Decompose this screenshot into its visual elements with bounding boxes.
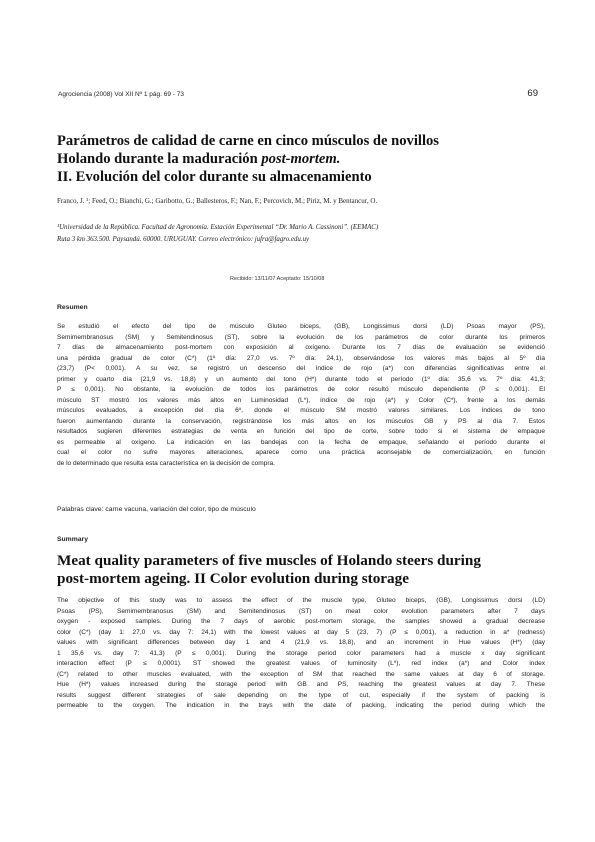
affiliation-line-2: Ruta 3 km 363.500. Paysandú. 60000. URUGUAY. Correo electrónico: jufra@fagro.edu.uy — [57, 235, 310, 243]
summary-line: results suggest different strategies of sale depending on the type of cut, especially if the system of packing is — [57, 691, 545, 699]
received-accepted-dates: Recibido: 13/11/07 Aceptado: 15/10/08 — [230, 276, 325, 282]
summary-body — [57, 596, 545, 712]
resumen-line: es permeable al oxígeno. La indicación en las bandejas con la fecha de empaque, señalando el período durante el — [57, 438, 545, 446]
summary-line: (C*) related to other muscles evaluated, with the exception of SM that reached the same values at day 6 of storage. — [57, 670, 545, 678]
summary-line: interaction effect (P ≤ 0,0001). ST showed the greatest values of luminosity (L*), red index (a*) and Color index — [57, 660, 545, 667]
summary-line: permeable to the oxygen. The indication in the trays with the date of packing, indicating the period during which the — [57, 702, 545, 709]
resumen-line: una pérdida gradual de color (C*) (1º día: 27,0 vs. 7º día: 24,1), observándose los valores más bajos al 5º día — [57, 354, 545, 362]
english-title-line-2: post-mortem ageing. II Color evolution during storage — [57, 570, 409, 587]
affiliation-line-1: ¹Universidad de la República. Facultad de Agronomía. Estación Experimental “Dr. Mario A. Cassinoni”. (EEMAC) — [57, 224, 379, 231]
resumen-body — [57, 322, 545, 469]
resumen-line: 7 días de almacenamiento post-mortem con exposición al oxígeno. Durante los 7 días de evaluación se evidenció — [57, 344, 545, 351]
journal-reference: Agrociencia (2008) Vol XII Nº 1 pág. 69 - 73 — [58, 91, 184, 98]
resumen-line: fueron aumentando durante la conservación, registrándose los más altos en los músculos GB y PS al día 7. Estos — [57, 417, 545, 425]
affiliation — [57, 222, 547, 245]
resumen-line: cual el color no sufre mayores alteraciones, aparece como una práctica aconsejable de comercialización, en función — [57, 449, 545, 456]
summary-line: 1 35,6 vs. day 7: 41,3) (P ≤ 0,001). During the storage period color parameters had a muscle x day significant — [57, 649, 545, 657]
summary-line: values with significant differences between day 1 and 4 (21,9 vs. 18,8), and an increment in Hue values (H*) (day — [57, 639, 545, 646]
spanish-title-line-2-text: Holando durante la maduración — [57, 151, 262, 167]
page-number: 69 — [527, 88, 538, 99]
summary-line: oxygen - exposed samples. During the 7 days of aerobic post-mortem storage, the samples showed a gradual decrease — [57, 618, 545, 625]
resumen-line: Semimembranosus (SM) y Semitendinosus (ST), sobre la evolución de los parámetros de color durante los primeros — [57, 333, 545, 341]
summary-line: color (C*) (day 1: 27,0 vs. day 7: 24,1) with the lowest values at day 5 (23, 7) (P ≤ 0,001), a reduction in a* (redness) — [57, 628, 545, 636]
author-list: Franco, J. ¹; Feed, O.; Bianchi, G.; Garibotto, G.; Ballesteros, F.; Nan, F.; Percovich, M.; Piriz, M. y Bentancur, O. — [57, 197, 378, 205]
resumen-line: resultados sugieren diferentes estrategias de venta en función del tipo de corte, sobre todo si el sistema de empaque — [57, 428, 545, 435]
spanish-title-line-2-italic: post-mortem. — [261, 151, 341, 167]
spanish-title-line-3: II. Evolución del color durante su almacenamiento — [57, 169, 372, 185]
summary-line: Psoas (PS), Semimembranosus (SM) and Semitendinosus (ST) on meat color evolution parameters after 7 days — [57, 607, 545, 615]
keywords: Palabras clave: carne vacuna, variación del color, tipo de músculo — [57, 506, 256, 513]
summary-line: The objective of this study was to assess the effect of the muscle type, Gluteo biceps, (GB), Longissimus dorsi (LD) — [57, 597, 545, 604]
resumen-line: Se estudió el efecto del tipo de músculo Gluteo biceps, (GB), Longissimus dorsi (LD) Psoas mayor (PS), — [57, 323, 545, 330]
resumen-line: P ≤ 0,001). No obstante, la evolución de todos los parámetros de color resultó músculo dependiente (P ≤ 0,001). El — [57, 386, 545, 393]
resumen-line: músculos evaluados, a excepción del día 6º, donde el músculo SM mostró valores similares. Los índices de tono — [57, 407, 545, 414]
resumen-line: primer y cuarto día (21,9 vs. 18,8) y un aumento del tono (H*) durante todo el período (1º día: 35,6 vs. 7º día: 41,3; — [57, 375, 545, 383]
spanish-title — [57, 132, 547, 186]
english-title — [57, 552, 547, 588]
resumen-line: músculo ST mostró los valores más altos en Luminosidad (L*), índice de rojo (a*) y Color (C*), frente a los demás — [57, 396, 545, 404]
spanish-title-line-2 — [57, 150, 547, 168]
spanish-title-line-1: Parámetros de calidad de carne en cinco músculos de novillos — [57, 133, 439, 149]
resumen-heading: Resumen — [57, 304, 88, 311]
summary-heading: Summary — [57, 536, 88, 543]
summary-line: Hue (H*) values increased during the storage period with GB and PS, reaching the greatest values at day 7. These — [57, 681, 545, 688]
resumen-line: de lo determinado que resulta esta característica en la decisión de compra. — [57, 459, 275, 467]
resumen-line: (23,7) (P< 0,001). A su vez, se registró un descenso del índice de rojo (a*) con diferencias significativas entre el — [57, 365, 545, 372]
english-title-line-1: Meat quality parameters of five muscles of Holando steers during — [57, 552, 481, 569]
